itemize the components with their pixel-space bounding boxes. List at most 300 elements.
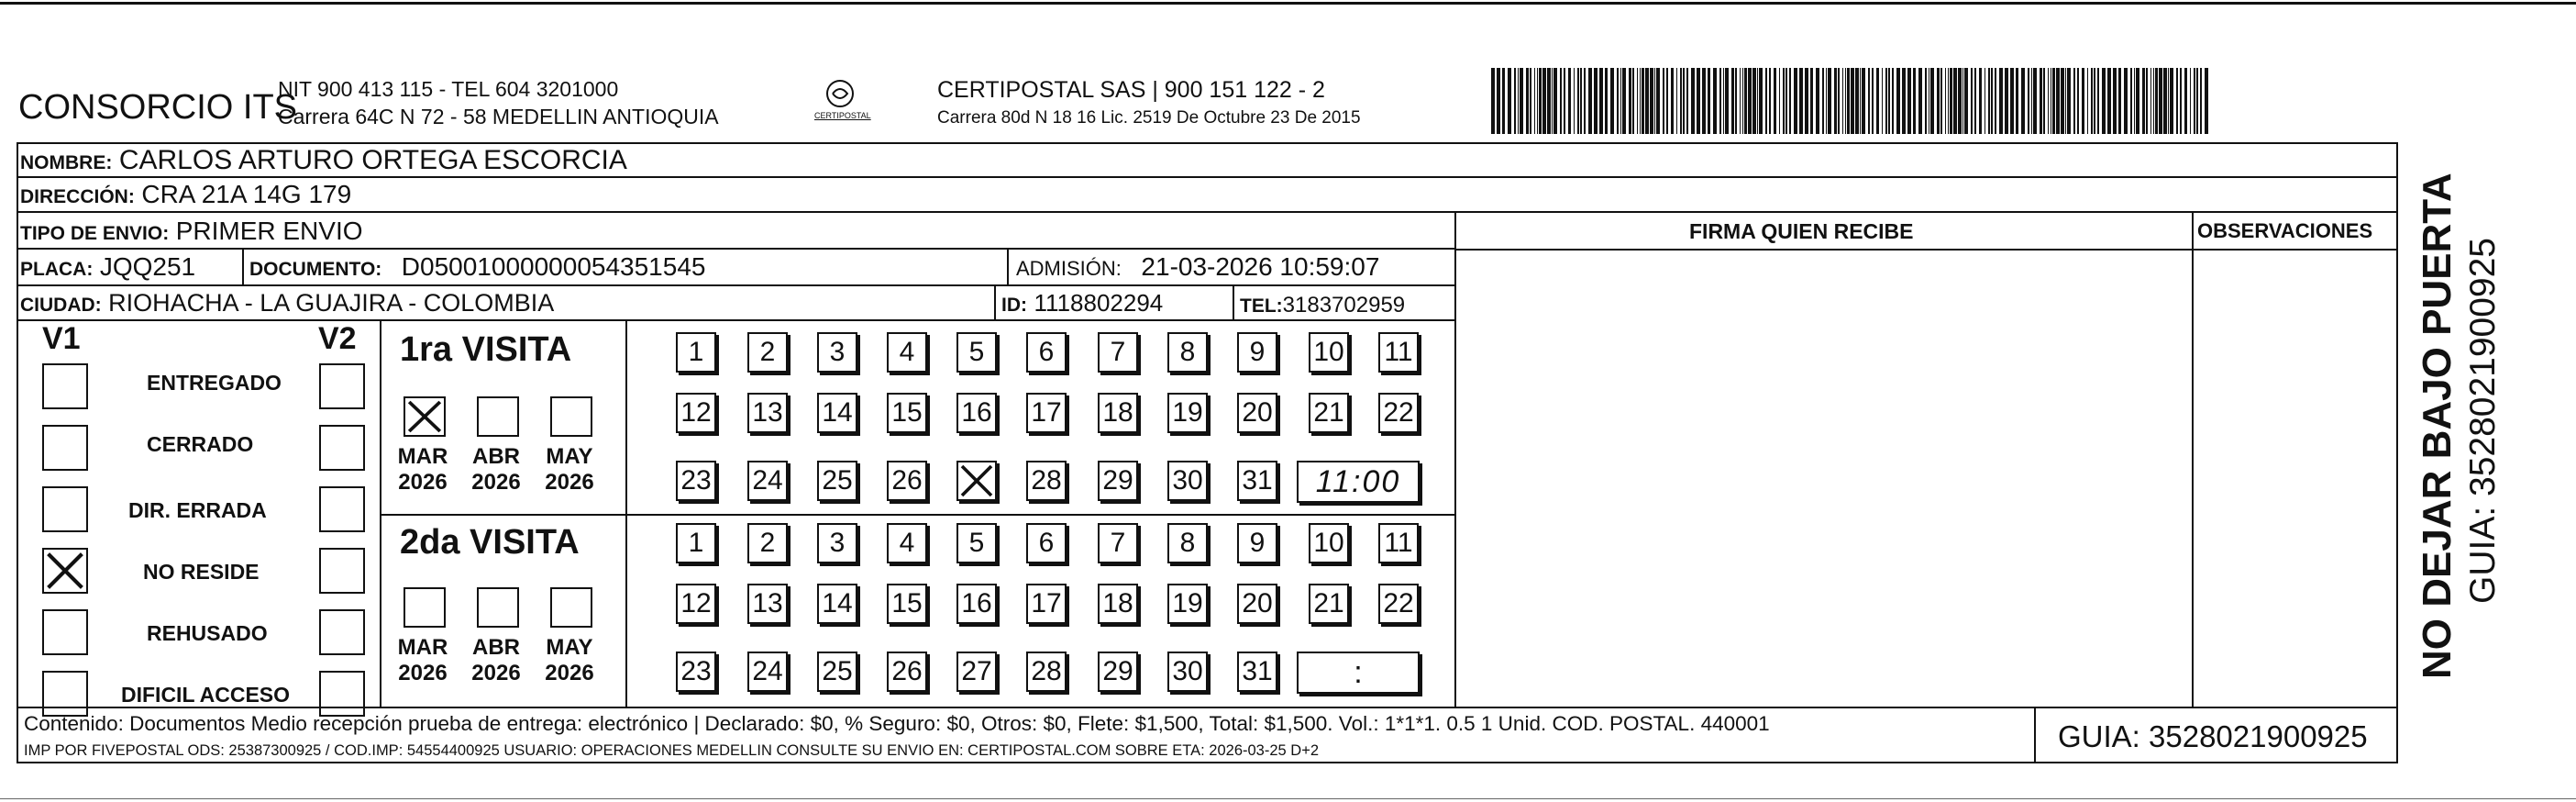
day-number: 26 <box>891 656 923 686</box>
certipostal-address: Carrera 80d N 18 16 Lic. 2519 De Octubre 23 De 2015 <box>937 108 1361 128</box>
barcode-bar <box>1723 68 1724 134</box>
day-box[interactable] <box>1167 652 1208 692</box>
barcode-bar <box>1671 68 1674 134</box>
day-box[interactable] <box>1237 584 1277 624</box>
barcode-bar <box>1650 68 1653 134</box>
day-box[interactable] <box>817 652 857 692</box>
barcode-bar <box>1552 68 1553 134</box>
barcode-bar <box>1995 68 1996 134</box>
row-line <box>17 248 1454 250</box>
day-number: 12 <box>680 397 712 428</box>
month-name: MAY <box>546 635 593 660</box>
barcode-bar <box>1640 68 1641 134</box>
top-border <box>0 2 2576 5</box>
day-number: 14 <box>822 397 853 428</box>
day-box[interactable] <box>1237 393 1277 433</box>
day-number: 11 <box>1384 337 1413 367</box>
v2-checkbox[interactable] <box>319 363 365 409</box>
barcode-bar <box>1560 68 1562 134</box>
barcode-bar <box>1656 68 1660 134</box>
barcode-bar <box>2155 68 2158 134</box>
barcode-bar <box>1826 68 1827 134</box>
day-box[interactable] <box>1378 393 1419 433</box>
barcode-bar <box>1759 68 1763 134</box>
month-year: 2026 <box>471 469 521 495</box>
month-label <box>394 444 451 495</box>
day-box[interactable] <box>676 652 716 692</box>
barcode-bar <box>2170 68 2173 134</box>
barcode-bar <box>1617 68 1619 134</box>
day-box[interactable] <box>887 523 927 563</box>
barcode-bar <box>2134 68 2135 134</box>
status-label: NO RESIDE <box>143 560 260 584</box>
day-box[interactable] <box>1237 523 1277 563</box>
day-box[interactable] <box>1309 523 1349 563</box>
barcode-bar <box>2168 68 2169 134</box>
visit-1-title: 1ra VISITA <box>400 330 572 369</box>
day-box[interactable] <box>887 393 927 433</box>
month-checkbox[interactable] <box>550 587 592 628</box>
barcode-bar <box>2180 68 2182 134</box>
day-box[interactable] <box>747 523 788 563</box>
barcode-bar <box>1868 68 1870 134</box>
day-box[interactable] <box>956 652 997 692</box>
company-name: CONSORCIO ITS <box>18 88 298 127</box>
v1-checkbox[interactable] <box>42 671 88 717</box>
barcode-bar <box>1885 68 1887 134</box>
barcode-bar <box>1789 68 1791 134</box>
barcode-bar <box>2136 68 2139 134</box>
barcode-bar <box>2124 68 2128 134</box>
barcode-bar <box>1491 68 1495 134</box>
barcode-bar <box>1962 68 1963 134</box>
placa-value: JQQ251 <box>99 252 196 281</box>
day-box[interactable] <box>956 332 997 373</box>
day-box[interactable] <box>1026 584 1067 624</box>
day-number: 8 <box>1179 528 1196 558</box>
logo-caption: CERTIPOSTAL <box>814 111 871 120</box>
barcode-bar <box>1676 68 1677 134</box>
day-box[interactable] <box>1167 523 1208 563</box>
v2-checkbox[interactable] <box>319 609 365 655</box>
row-line <box>17 284 1454 286</box>
barcode-bar <box>1610 68 1614 134</box>
barcode-bar <box>1588 68 1592 134</box>
time-value: 11:00 <box>1315 464 1401 499</box>
day-box[interactable] <box>1167 332 1208 373</box>
v1-checkbox[interactable] <box>42 363 88 409</box>
barcode-bar <box>1948 68 1949 134</box>
barcode-bar <box>1822 68 1824 134</box>
barcode-bar <box>1735 68 1737 134</box>
barcode-bar <box>1713 68 1717 134</box>
day-box[interactable] <box>1378 523 1419 563</box>
col-line <box>1007 248 1009 284</box>
admision-label: ADMISIÓN: <box>1016 257 1122 280</box>
barcode-bar <box>1847 68 1850 134</box>
barcode-bar <box>1584 68 1586 134</box>
v2-checkbox[interactable] <box>319 425 365 471</box>
barcode-bar <box>2043 68 2045 134</box>
v2-checkbox[interactable] <box>319 548 365 594</box>
ciudad-label: CIUDAD: <box>20 295 102 316</box>
day-number: 27 <box>961 656 992 686</box>
certipostal-title: CERTIPOSTAL SAS | 900 151 122 - 2 <box>937 77 1325 103</box>
month-label <box>541 635 598 685</box>
certipostal-logo <box>813 77 871 123</box>
barcode-bar <box>1988 68 1990 134</box>
barcode-bar <box>1950 68 1952 134</box>
barcode-bar <box>1964 68 1968 134</box>
barcode <box>1491 68 2214 134</box>
day-box[interactable] <box>1167 584 1208 624</box>
barcode-bar <box>1620 68 1621 134</box>
month-year: 2026 <box>545 660 594 685</box>
day-box[interactable] <box>676 461 716 501</box>
barcode-bar <box>2159 68 2162 134</box>
barcode-bar <box>1860 68 1861 134</box>
barcode-bar <box>1757 68 1758 134</box>
day-box[interactable] <box>676 393 716 433</box>
barcode-bar <box>1979 68 1982 134</box>
day-box[interactable] <box>1237 461 1277 501</box>
barcode-bar <box>1622 68 1626 134</box>
barcode-bar <box>2005 68 2008 134</box>
day-box[interactable] <box>676 523 716 563</box>
barcode-bar <box>2040 68 2042 134</box>
barcode-bar <box>2102 68 2106 134</box>
barcode-bar <box>1577 68 1579 134</box>
day-box[interactable] <box>817 332 857 373</box>
day-number: 13 <box>752 588 783 618</box>
barcode-bar <box>1834 68 1837 134</box>
day-number: 14 <box>822 588 853 618</box>
day-box[interactable] <box>676 584 716 624</box>
visit-divider <box>380 514 1454 516</box>
day-number: 1 <box>688 337 704 367</box>
barcode-bar <box>1642 68 1644 134</box>
day-box[interactable] <box>887 584 927 624</box>
day-box[interactable] <box>1237 332 1277 373</box>
barcode-bar <box>2087 68 2088 134</box>
barcode-bar <box>1663 68 1664 134</box>
day-number: 7 <box>1110 528 1126 558</box>
month-checkbox[interactable] <box>477 396 519 437</box>
barcode-bar <box>1845 68 1846 134</box>
barcode-bar <box>1774 68 1776 134</box>
barcode-bar <box>1940 68 1942 134</box>
day-number: 24 <box>752 656 783 686</box>
day-number: 6 <box>1038 528 1055 558</box>
day-number: 18 <box>1102 397 1133 428</box>
tipo-envio-label: TIPO DE ENVIO: <box>20 223 170 244</box>
month-checkbox[interactable] <box>404 396 446 437</box>
day-number: 28 <box>1031 656 1062 686</box>
barcode-bar <box>1918 68 1922 134</box>
day-box[interactable] <box>1026 461 1067 501</box>
day-box[interactable] <box>1309 584 1349 624</box>
barcode-bar <box>1502 68 1505 134</box>
barcode-bar <box>1526 68 1529 134</box>
barcode-bar <box>2113 68 2117 134</box>
direccion-label: DIRECCIÓN: <box>20 186 135 207</box>
barcode-bar <box>1913 68 1916 134</box>
barcode-bar <box>1752 68 1756 134</box>
bottom-border <box>0 798 2576 799</box>
barcode-bar <box>2077 68 2079 134</box>
day-number: 2 <box>759 337 776 367</box>
day-box[interactable] <box>676 332 716 373</box>
col-line <box>2192 211 2194 707</box>
day-number: 21 <box>1313 588 1344 618</box>
barcode-bar <box>1740 68 1741 134</box>
day-number: 3 <box>829 528 846 558</box>
day-box[interactable] <box>956 584 997 624</box>
day-box[interactable] <box>817 584 857 624</box>
imp-line: IMP POR FIVEPOSTAL ODS: 25387300925 / COD.IMP: 54554400925 USUARIO: OPERACIONES MEDELLIN CONSULTE SU ENVIO EN: CERTIPOSTAL.COM SOBRE ETA: 2026-03-25 D+2 <box>24 742 1320 759</box>
day-box[interactable] <box>817 393 857 433</box>
day-number: 30 <box>1172 656 1203 686</box>
barcode-bar <box>1816 68 1819 134</box>
tipo-envio-value: PRIMER ENVIO <box>175 217 363 245</box>
day-box[interactable] <box>1167 393 1208 433</box>
barcode-bar <box>2048 68 2049 134</box>
barcode-bar <box>1842 68 1843 134</box>
barcode-bar <box>1680 68 1682 134</box>
day-box[interactable] <box>1098 523 1138 563</box>
barcode-bar <box>1907 68 1911 134</box>
no-dejar-warning: NO DEJAR BAJO PUERTA <box>2415 173 2460 679</box>
barcode-bar <box>1971 68 1973 134</box>
day-box[interactable] <box>1098 393 1138 433</box>
day-box[interactable] <box>887 461 927 501</box>
barcode-bar <box>2200 68 2202 134</box>
barcode-bar <box>1902 68 1906 134</box>
v1-checkbox[interactable] <box>42 486 88 532</box>
day-number: 13 <box>752 397 783 428</box>
barcode-bar <box>1783 68 1785 134</box>
barcode-bar <box>1518 68 1519 134</box>
day-box[interactable] <box>1098 652 1138 692</box>
month-name: MAY <box>546 444 593 469</box>
day-box[interactable] <box>1098 461 1138 501</box>
barcode-bar <box>1542 68 1546 134</box>
documento-value: D05001000000054351545 <box>401 252 706 281</box>
barcode-bar <box>1925 68 1927 134</box>
day-box[interactable] <box>747 332 788 373</box>
v1-checkbox[interactable] <box>42 425 88 471</box>
day-box[interactable] <box>1098 584 1138 624</box>
placa-label: PLACA: <box>20 259 94 280</box>
day-number: 12 <box>680 588 712 618</box>
barcode-bar <box>2196 68 2198 134</box>
time-box[interactable] <box>1297 652 1420 694</box>
day-box[interactable] <box>817 461 857 501</box>
day-number: 20 <box>1242 588 1273 618</box>
month-checkbox[interactable] <box>404 587 446 628</box>
v1-checkbox[interactable] <box>42 548 88 594</box>
barcode-bar <box>1632 68 1634 134</box>
barcode-bar <box>1872 68 1874 134</box>
month-checkbox[interactable] <box>477 587 519 628</box>
nombre-label: NOMBRE: <box>20 152 113 173</box>
day-box[interactable] <box>1026 652 1067 692</box>
barcode-bar <box>2067 68 2071 134</box>
barcode-bar <box>2028 68 2029 134</box>
month-label <box>468 444 525 495</box>
day-number: 29 <box>1102 465 1133 496</box>
day-box[interactable] <box>1026 523 1067 563</box>
day-number: 10 <box>1313 337 1344 367</box>
day-number: 31 <box>1242 465 1273 496</box>
day-box[interactable] <box>1026 332 1067 373</box>
barcode-bar <box>2056 68 2060 134</box>
day-number: 23 <box>680 465 712 496</box>
month-year: 2026 <box>398 660 448 685</box>
barcode-bar <box>1514 68 1516 134</box>
barcode-bar <box>1697 68 1700 134</box>
barcode-bar <box>1769 68 1771 134</box>
barcode-bar <box>1851 68 1854 134</box>
v2-checkbox[interactable] <box>319 671 365 717</box>
day-number: 6 <box>1038 337 1055 367</box>
col-line <box>242 248 244 284</box>
day-box[interactable] <box>1098 332 1138 373</box>
day-box[interactable] <box>1026 393 1067 433</box>
day-number: 28 <box>1031 465 1062 496</box>
barcode-bar <box>1974 68 1976 134</box>
day-box[interactable] <box>747 584 788 624</box>
day-number: 1 <box>688 528 704 558</box>
barcode-bar <box>1779 68 1780 134</box>
barcode-bar <box>2163 68 2167 134</box>
day-box[interactable] <box>747 652 788 692</box>
barcode-bar <box>1999 68 2003 134</box>
v2-checkbox[interactable] <box>319 486 365 532</box>
contenido-line: Contenido: Documentos Medio recepción prueba de entrega: electrónico | Declarado: $0, % Seguro: $0, Otros: $0, Flete: $1,500, Total: $1,500. Vol.: 1*1*1. 0.5 1 Unid. COD. POSTAL. 440001 <box>24 712 1770 735</box>
barcode-bar <box>1892 68 1894 134</box>
day-number: 25 <box>822 465 853 496</box>
time-value: : <box>1354 655 1363 690</box>
barcode-bar <box>1991 68 1993 134</box>
day-number: 24 <box>752 465 783 496</box>
barcode-bar <box>1930 68 1934 134</box>
barcode-bar <box>1810 68 1813 134</box>
day-number: 21 <box>1313 397 1344 428</box>
day-box[interactable] <box>956 461 997 501</box>
day-box[interactable] <box>887 652 927 692</box>
day-box[interactable] <box>747 461 788 501</box>
barcode-bar <box>2082 68 2084 134</box>
status-label: CERRADO <box>147 432 254 456</box>
barcode-bar <box>2153 68 2154 134</box>
col-line <box>2034 707 2036 763</box>
time-box[interactable] <box>1297 461 1420 503</box>
barcode-bar <box>1794 68 1797 134</box>
barcode-bar <box>1744 68 1747 134</box>
day-number: 26 <box>891 465 923 496</box>
day-box[interactable] <box>1237 652 1277 692</box>
barcode-bar <box>1828 68 1831 134</box>
barcode-bar <box>1530 68 1531 134</box>
month-name: MAR <box>397 635 448 660</box>
barcode-bar <box>1702 68 1706 134</box>
day-box[interactable] <box>1378 584 1419 624</box>
row-line <box>17 176 2398 178</box>
barcode-bar <box>1708 68 1710 134</box>
day-box[interactable] <box>747 393 788 433</box>
day-box[interactable] <box>887 332 927 373</box>
day-box[interactable] <box>817 523 857 563</box>
month-checkbox[interactable] <box>550 396 592 437</box>
day-number: 16 <box>961 588 992 618</box>
barcode-bar <box>2150 68 2151 134</box>
barcode-bar <box>1497 68 1500 134</box>
day-number: 4 <box>899 337 915 367</box>
day-box[interactable] <box>956 523 997 563</box>
day-box[interactable] <box>1378 332 1419 373</box>
day-box[interactable] <box>956 393 997 433</box>
barcode-bar <box>1691 68 1695 134</box>
observaciones-label: OBSERVACIONES <box>2197 219 2373 242</box>
barcode-bar <box>2073 68 2075 134</box>
barcode-bar <box>2118 68 2121 134</box>
barcode-bar <box>1594 68 1598 134</box>
day-number: 5 <box>968 528 985 558</box>
company-address: Carrera 64C N 72 - 58 MEDELLIN ANTIOQUIA <box>278 105 719 128</box>
tel-value: 3183702959 <box>1282 293 1406 317</box>
barcode-bar <box>2107 68 2111 134</box>
barcode-bar <box>1683 68 1685 134</box>
row-line <box>17 319 1454 321</box>
barcode-bar <box>1888 68 1890 134</box>
barcode-bar <box>1564 68 1565 134</box>
barcode-bar <box>1786 68 1787 134</box>
day-number: 8 <box>1179 337 1196 367</box>
barcode-bar <box>1537 68 1538 134</box>
v1-checkbox[interactable] <box>42 609 88 655</box>
day-box[interactable] <box>1309 393 1349 433</box>
barcode-bar <box>2097 68 2099 134</box>
day-number: 20 <box>1242 397 1273 428</box>
day-box[interactable] <box>1167 461 1208 501</box>
tel-label: TEL: <box>1240 295 1283 317</box>
barcode-bar <box>1539 68 1542 134</box>
v2-label: V2 <box>318 321 357 356</box>
barcode-bar <box>2146 68 2148 134</box>
barcode-bar <box>2021 68 2025 134</box>
barcode-bar <box>1629 68 1631 134</box>
day-box[interactable] <box>1309 332 1349 373</box>
barcode-bar <box>2130 68 2132 134</box>
direccion-value: CRA 21A 14G 179 <box>141 180 352 208</box>
barcode-bar <box>1580 68 1582 134</box>
admision-value: 21-03-2026 10:59:07 <box>1141 252 1380 281</box>
barcode-bar <box>2052 68 2055 134</box>
documento-label: DOCUMENTO: <box>249 259 382 280</box>
barcode-bar <box>1838 68 1840 134</box>
id-label: ID: <box>1001 295 1027 316</box>
barcode-bar <box>1686 68 1688 134</box>
barcode-bar <box>1953 68 1957 134</box>
status-label: DIFICIL ACCESO <box>121 683 291 707</box>
barcode-bar <box>2094 68 2095 134</box>
month-year: 2026 <box>398 469 448 495</box>
day-number: 29 <box>1102 656 1133 686</box>
status-label: REHUSADO <box>147 621 268 645</box>
barcode-bar <box>2205 68 2208 134</box>
barcode-bar <box>2016 68 2018 134</box>
